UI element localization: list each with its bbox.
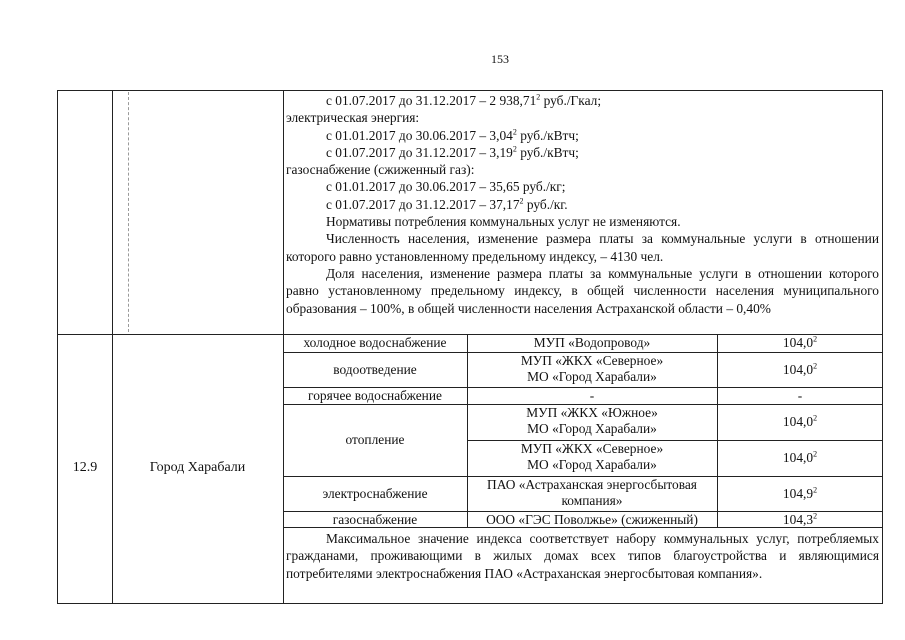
population-share-paragraph: Доля населения, изменение размера платы за коммунальные услуги в отношении которого равно установленному предельному индексу, в общей численности населения муниципального образования – 100%, в общей численности населения Астраханской области – 0,40% (286, 265, 879, 316)
service-name: холодное водоснабжение (303, 335, 447, 350)
index-value: 104,0$^2$ (782, 449, 818, 465)
tariff-line: с 01.07.2017 до 31.12.2017 – 2 938,71$^2$ руб./Гкал; (326, 92, 602, 108)
provider-name: МУП «ЖКХ «Северное» МО «Город Харабали» (520, 353, 664, 384)
service-name: газоснабжение (332, 512, 418, 527)
municipality-name: Город Харабали (149, 460, 246, 475)
row-number: 12.9 (72, 460, 98, 475)
column-divider (112, 90, 113, 604)
provider-name: - (589, 388, 595, 403)
tariff-text-block (286, 92, 879, 317)
service-name: отопление (345, 432, 405, 447)
tariff-line: с 01.01.2017 до 30.06.2017 – 3,04$^2$ руб./кВтч; (326, 127, 579, 143)
faint-divider (128, 92, 129, 332)
tariff-heading: электрическая энергия: (286, 110, 420, 126)
service-name: горячее водоснабжение (308, 388, 442, 403)
provider-name: МУП «Водопровод» (533, 335, 651, 350)
provider-name: МУП «ЖКХ «Южное» МО «Город Харабали» (526, 405, 658, 436)
provider-name: ООО «ГЭС Поволжье» (сжиженный) (486, 512, 698, 527)
index-value: 104,9$^2$ (782, 485, 818, 501)
index-value: 104,3$^2$ (782, 511, 818, 527)
provider-name: МУП «ЖКХ «Северное» МО «Город Харабали» (520, 441, 664, 472)
tariff-line: с 01.07.2017 до 31.12.2017 – 3,19$^2$ руб./кВтч; (326, 144, 579, 160)
service-name: электроснабжение (322, 486, 428, 501)
index-value: 104,0$^2$ (782, 413, 818, 429)
provider-name: ПАО «Астраханская энергосбытовая компания» (487, 477, 697, 508)
norms-paragraph: Нормативы потребления коммунальных услуг не изменяются. (326, 214, 681, 230)
index-value: 104,0$^2$ (782, 334, 818, 350)
index-value: 104,0$^2$ (782, 361, 818, 377)
page-number: 153 (491, 52, 509, 66)
tariff-line: с 01.01.2017 до 30.06.2017 – 35,65 руб./кг; (326, 179, 566, 195)
service-name: водоотведение (333, 362, 417, 377)
tariff-line: с 01.07.2017 до 31.12.2017 – 37,17$^2$ руб./кг. (326, 196, 568, 212)
tariff-heading: газоснабжение (сжиженный газ): (286, 162, 475, 178)
max-index-note: Максимальное значение индекса соответствует набору коммунальных услуг, потребляемых гражданами, проживающими в жилых домах всех типов благоустройства и являющимися потребителями электроснабжения ПАО «Астраханская энергосбытовая компания». (286, 531, 879, 581)
population-paragraph: Численность населения, изменение размера платы за коммунальные услуги в отношении которого равно установленному предельному индексу, – 4130 чел. (286, 231, 879, 264)
index-value: - (797, 388, 803, 403)
